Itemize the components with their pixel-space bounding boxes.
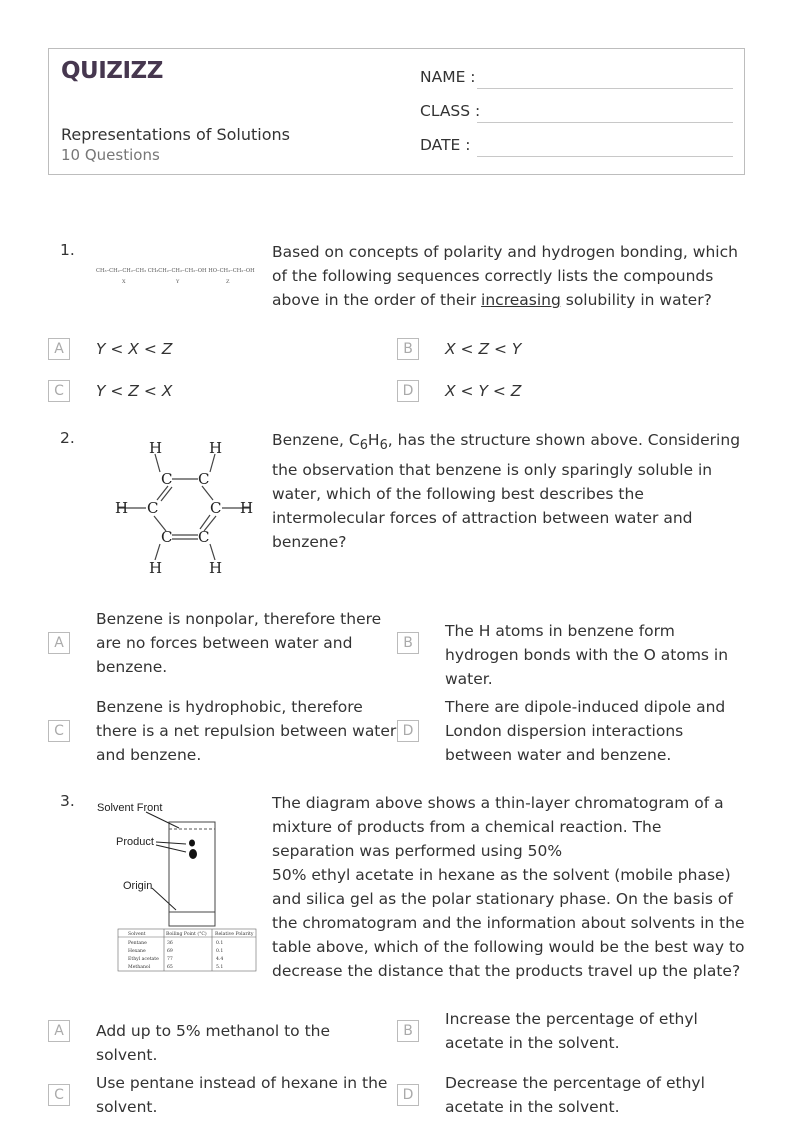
q1-option-a-box[interactable]: A — [48, 338, 70, 360]
q2-option-a-text[interactable]: Benzene is nonpolar, therefore there are no forces between water and benzene. — [96, 610, 382, 676]
table-cell: 4.4 — [216, 957, 224, 962]
question-2-text — [272, 428, 744, 554]
product-spot-upper — [189, 840, 195, 847]
q3-option-b-box[interactable]: B — [397, 1020, 419, 1042]
q1-option-d-box[interactable]: D — [397, 380, 419, 402]
atom-h: H — [209, 559, 223, 577]
atom-c: C — [210, 499, 222, 517]
q1-option-c-box[interactable]: C — [48, 380, 70, 402]
solvent-table — [118, 929, 256, 971]
product-label: Product — [116, 836, 154, 848]
name-label: NAME : — [420, 68, 476, 86]
class-label: CLASS : — [420, 102, 481, 120]
benzene-bonds — [118, 454, 250, 560]
table-cell: 65 — [167, 965, 173, 970]
date-label: DATE : — [420, 136, 471, 154]
name-line[interactable] — [477, 88, 733, 89]
atom-h: H — [149, 559, 163, 577]
atom-c: C — [161, 470, 173, 488]
q2-option-d-box[interactable]: D — [397, 720, 419, 742]
question-2-number: 2. — [60, 429, 75, 447]
q1-text-part: Based on concepts of polarity and hydrogen bonding, which of the following sequences correctly lists the compounds above in the order of their — [272, 243, 738, 309]
question-3-number: 3. — [60, 792, 75, 810]
q3-option-c-box[interactable]: C — [48, 1084, 70, 1106]
atom-c: C — [198, 470, 210, 488]
q3-option-b-text[interactable]: Increase the percentage of ethyl acetate in the solvent. — [445, 1010, 698, 1052]
worksheet-title: Representations of Solutions — [61, 125, 290, 144]
product-arrow — [156, 842, 186, 844]
q1-compounds-image — [94, 262, 260, 286]
q2-subscript: 6 — [379, 438, 388, 454]
atom-c: C — [161, 528, 173, 546]
table-header: Boiling Point (°C) — [166, 932, 207, 937]
table-cell: 0.1 — [216, 941, 224, 946]
q1-option-a-text[interactable]: Y < X < Z — [96, 340, 173, 358]
table-cell: Hexane — [128, 949, 146, 954]
q2-option-c-box[interactable]: C — [48, 720, 70, 742]
benzene-structure-image — [110, 436, 260, 580]
atom-c: C — [147, 499, 159, 517]
q3-option-d-text[interactable]: Decrease the percentage of ethyl acetate in the solvent. — [445, 1074, 705, 1116]
table-cell: 77 — [167, 957, 173, 962]
q3-option-a-text[interactable]: Add up to 5% methanol to the solvent. — [96, 1022, 331, 1064]
q2-text-part: Benzene, C — [272, 431, 360, 449]
table-header: Solvent — [128, 932, 146, 937]
class-line[interactable] — [477, 122, 733, 123]
q1-text-part: solubility in water? — [560, 291, 712, 309]
q1-option-b-text[interactable]: X < Z < Y — [445, 340, 522, 358]
question-1-number: 1. — [60, 241, 75, 259]
date-line[interactable] — [477, 156, 733, 157]
tlc-plate — [169, 822, 215, 926]
table-cell: Methanol — [128, 965, 151, 970]
q2-option-b-text[interactable]: The H atoms in benzene form hydrogen bonds with the O atoms in water. — [445, 622, 729, 688]
origin-label: Origin — [123, 880, 153, 892]
q1-underlined-word: increasing — [481, 291, 561, 309]
atom-h: H — [115, 499, 129, 517]
q2-text-part: H — [367, 431, 380, 449]
table-cell: Pentane — [128, 941, 147, 946]
q2-option-b-box[interactable]: B — [397, 632, 419, 654]
product-arrow — [156, 845, 186, 852]
table-cell: 5.1 — [216, 965, 224, 970]
question-3-text: The diagram above shows a thin-layer chromatogram of a mixture of products from a chemical reaction. The separation was performed using 50% 50% ethyl acetate in hexane as the solvent (mobile phase) and silica gel as the polar stationary phase. On the basis of the chromatogram and the information about solvents in the table above, which of the following would be the best way to decrease the distance that the products travel up the plate? — [272, 794, 745, 980]
table-cell: 69 — [167, 949, 173, 954]
q3-option-c-text[interactable]: Use pentane instead of hexane in the solvent. — [96, 1074, 388, 1116]
question-count: 10 Questions — [61, 146, 160, 164]
q3-option-a-box[interactable]: A — [48, 1020, 70, 1042]
product-spot-lower — [189, 849, 197, 859]
table-cell: 0.1 — [216, 949, 224, 954]
solvent-front-label: Solvent Front — [97, 802, 163, 814]
q1-option-d-text[interactable]: X < Y < Z — [445, 382, 522, 400]
q3-option-d-box[interactable]: D — [397, 1084, 419, 1106]
q1-label-z: Z — [226, 279, 230, 285]
table-cell: Ethyl acetate — [128, 957, 159, 962]
chromatogram-image — [94, 796, 262, 976]
solvent-front-arrow — [146, 812, 179, 828]
atom-h: H — [240, 499, 254, 517]
q1-option-b-box[interactable]: B — [397, 338, 419, 360]
q2-option-a-box[interactable]: A — [48, 632, 70, 654]
atom-h: H — [149, 439, 163, 457]
q2-option-c-text[interactable]: Benzene is hydrophobic, therefore there is a net repulsion between water and benzene. — [96, 698, 397, 764]
question-1-text — [272, 240, 744, 312]
quizizz-logo: QUIZIZZ — [61, 58, 163, 84]
q1-label-y: Y — [176, 279, 180, 285]
q1-formula: CH₃–CH₂–CH₂–CH₃ CH₃CH₂–CH₂–CH₂–OH HO–CH₂–CH₂–OH — [96, 268, 255, 274]
q2-subscript: 6 — [359, 438, 368, 454]
q1-option-c-text[interactable]: Y < Z < X — [96, 382, 173, 400]
q2-text-part: , has the structure shown above. Considering the observation that benzene is only sparingly soluble in water, which of the following best describes the intermolecular forces of attraction between water and benzene? — [272, 431, 741, 552]
q1-label-x: X — [122, 279, 126, 285]
q2-option-d-text[interactable]: There are dipole-induced dipole and London dispersion interactions between water and benzene. — [445, 698, 726, 764]
table-header: Relative Polarity — [215, 932, 254, 937]
atom-c: C — [198, 528, 210, 546]
origin-arrow — [152, 888, 176, 910]
atom-h: H — [209, 439, 223, 457]
table-cell: 36 — [167, 941, 173, 946]
